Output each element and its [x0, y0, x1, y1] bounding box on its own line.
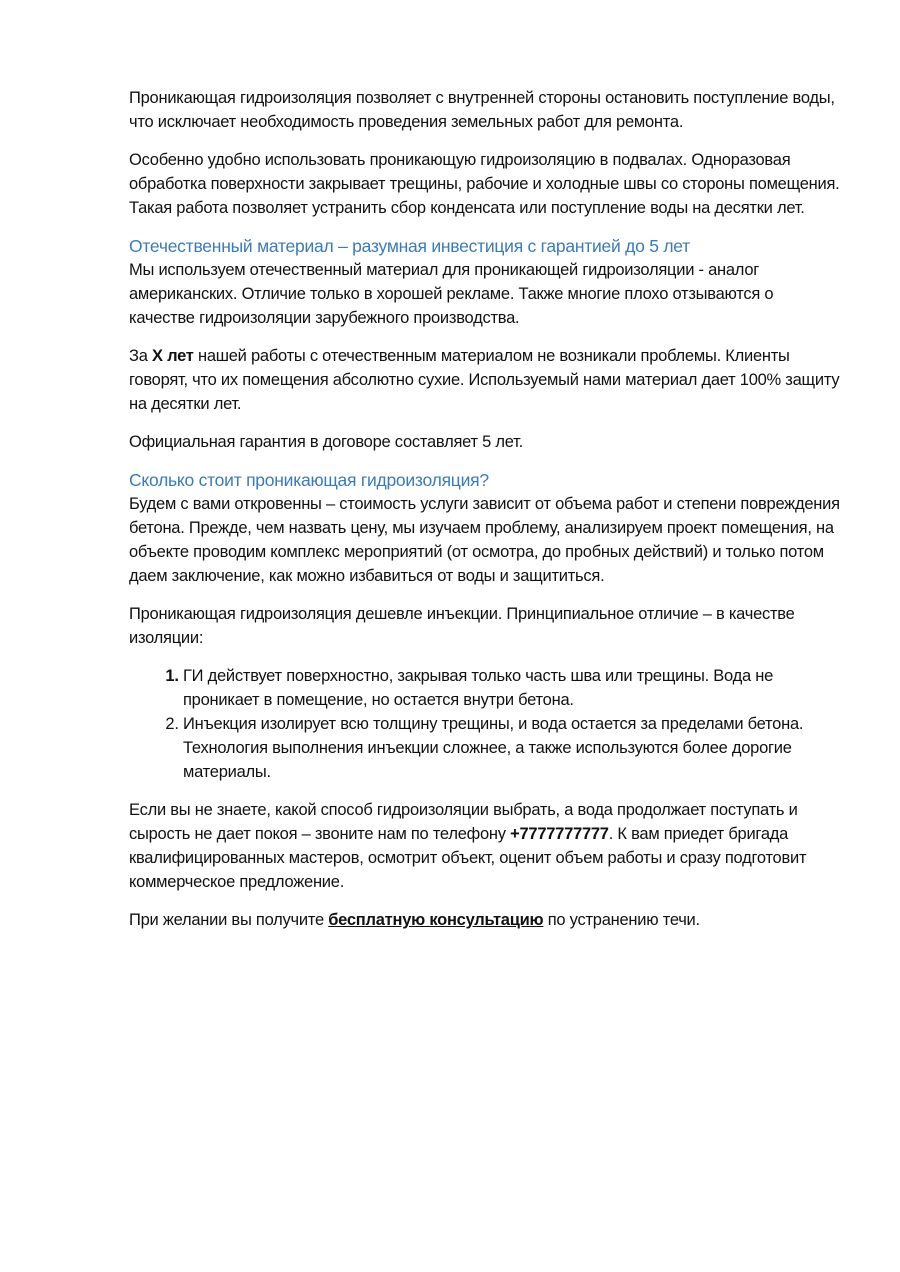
- price-paragraph: Будем с вами откровенны – стоимость услуги зависит от объема работ и степени повреждения бетона. Прежде, чем назвать цену, мы изучаем проблему, анализируем проект помещения, на объекте проводим комплекс мероприятий (от осмотра, до пробных действий) и только потом даем заключение, как можно избавиться от воды и защититься.: [129, 495, 840, 585]
- experience-years: Х лет: [151, 347, 194, 365]
- domestic-material-paragraph: Мы используем отечественный материал для проникающей гидроизоляции - аналог американских. Отличие только в хорошей рекламе. Также многие плохо отзываются о качестве гидроизоляции зарубежного производства.: [129, 261, 774, 327]
- warranty-paragraph: Официальная гарантия в договоре составляет 5 лет.: [129, 433, 523, 451]
- heading-price: Сколько стоит проникающая гидроизоляция?: [129, 470, 489, 490]
- experience-text-pre: За: [129, 347, 152, 365]
- list-item: 1. ГИ действует поверхностно, закрывая только часть шва или трещины. Вода не проникает в помещение, но остается внутри бетона.: [183, 664, 841, 712]
- contact-text-post: . К вам приедет бригада квалифицированных мастеров, осмотрит объект, оценит объем работы и сразу подготовит коммерческое предложение.: [129, 825, 807, 891]
- list-item: 2. Инъекция изолирует всю толщину трещины, и вода остается за пределами бетона. Технология выполнения инъекции сложнее, а также используются более дорогие материалы.: [183, 712, 841, 784]
- basement-paragraph: Особенно удобно использовать проникающую гидроизоляцию в подвалах. Одноразовая обработка поверхности закрывает трещины, рабочие и холодные швы со стороны помещения. Такая работа позволяет устранить сбор конденсата или поступление воды на десятки лет.: [129, 151, 840, 217]
- experience-text-post: нашей работы с отечественным материалом не возникали проблемы. Клиенты говорят, что их помещения абсолютно сухие. Используемый нами материал дает 100% защиту на десятки лет.: [129, 347, 840, 413]
- consultation-text-post: по устранению течи.: [543, 911, 700, 929]
- contact-paragraph: [129, 798, 841, 894]
- contact-text-pre: Если вы не знаете, какой способ гидроизоляции выбрать, а вода продолжает поступать и сырость не дает покоя – звоните нам по телефону: [129, 801, 798, 843]
- consultation-text-pre: При желании вы получите: [129, 911, 329, 929]
- intro-paragraph: Проникающая гидроизоляция позволяет с внутренней стороны остановить поступление воды, что исключает необходимость проведения земельных работ для ремонта.: [129, 89, 835, 131]
- experience-paragraph: [129, 344, 841, 416]
- consultation-paragraph: [129, 908, 841, 932]
- document-page: [129, 86, 841, 946]
- comparison-paragraph: Проникающая гидроизоляция дешевле инъекции. Принципиальное отличие – в качестве изоляции:: [129, 605, 795, 647]
- comparison-list: [129, 664, 841, 784]
- free-consultation-link[interactable]: бесплатную консультацию: [328, 911, 544, 929]
- phone-number[interactable]: +7777777777: [510, 825, 609, 843]
- heading-domestic-material: Отечественный материал – разумная инвестиция с гарантией до 5 лет: [129, 236, 690, 256]
